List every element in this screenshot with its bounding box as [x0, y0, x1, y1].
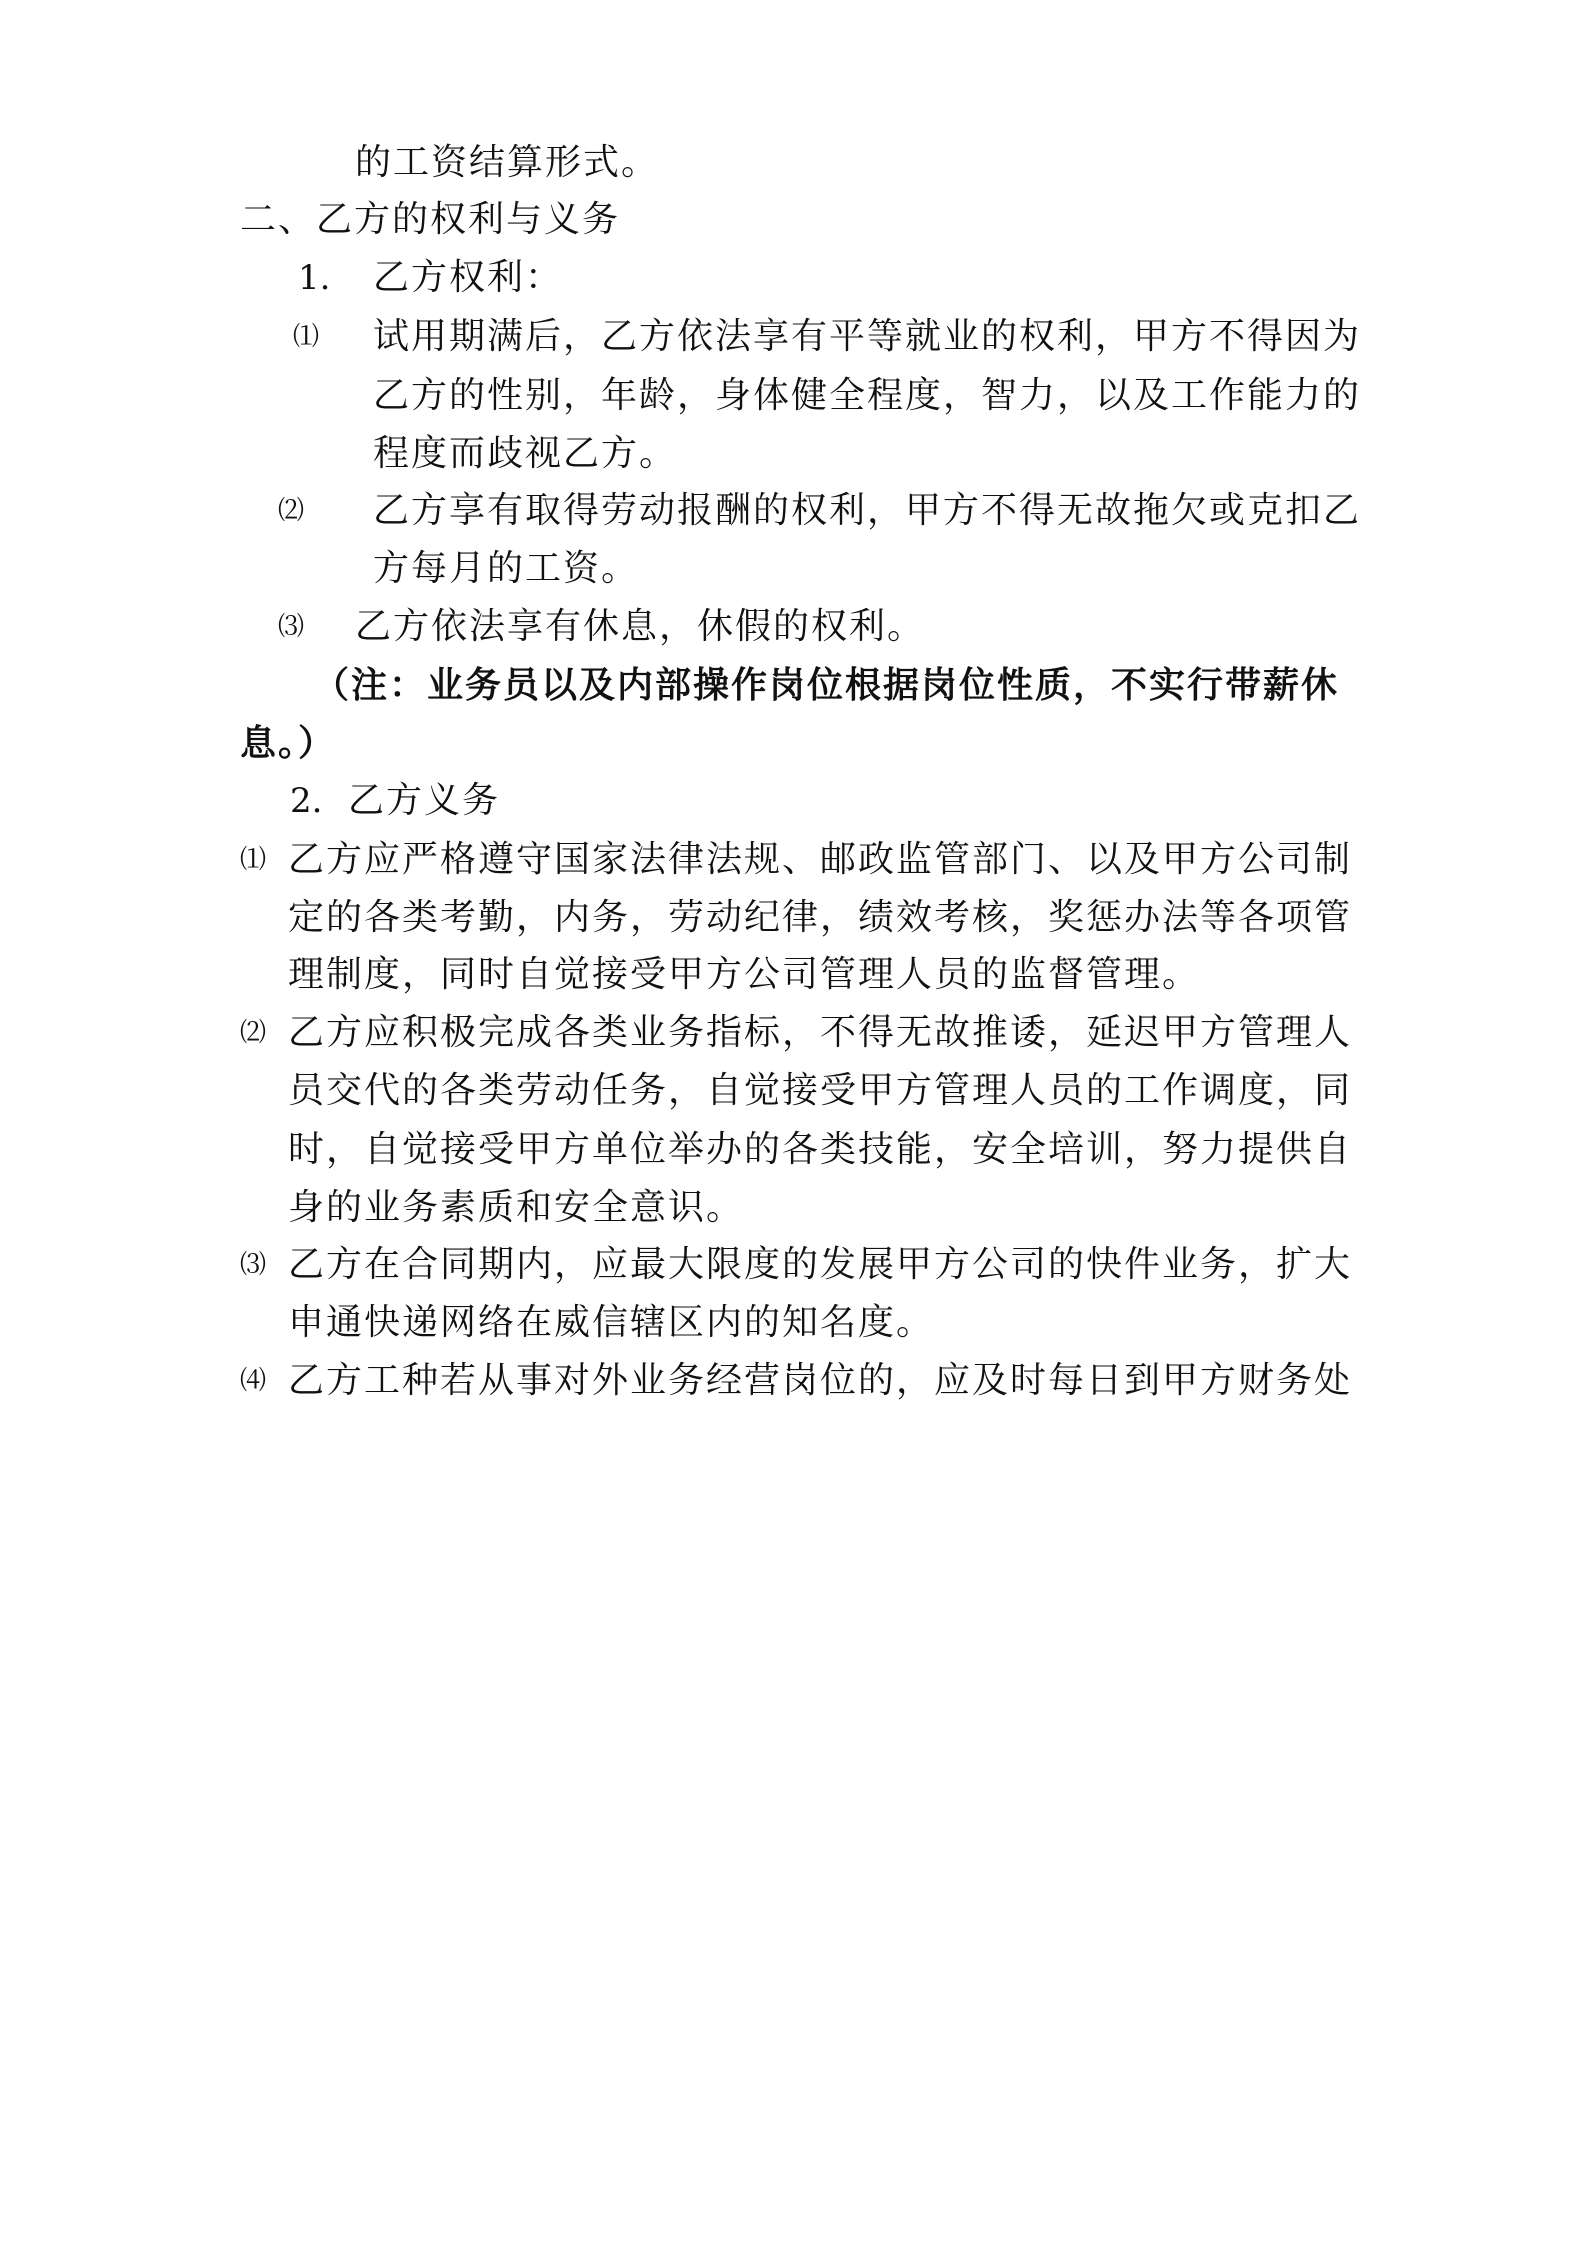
duties-number: 2. — [290, 781, 323, 821]
rights-note-line-2: 息。） — [240, 722, 337, 764]
rights-item-3-line-1: 乙方依法享有休息，休假的权利。 — [355, 606, 926, 647]
duties-item-3-marker: ⑶ — [240, 1250, 267, 1280]
duties-item-1-line-2: 定的各类考勤，内务，劳动纪律，绩效考核，奖惩办法等各项管 — [288, 897, 1353, 938]
rights-heading: 乙方权利： — [373, 257, 564, 298]
duties-item-1-marker: ⑴ — [240, 845, 267, 875]
rights-item-1-line-3: 程度而歧视乙方。 — [373, 433, 678, 474]
continuation-line: 的工资结算形式。 — [355, 142, 660, 183]
duties-item-2-line-2: 员交代的各类劳动任务，自觉接受甲方管理人员的工作调度，同 — [288, 1070, 1353, 1111]
duties-heading: 乙方义务 — [348, 780, 501, 821]
rights-item-1-line-2: 乙方的性别，年龄，身体健全程度，智力，以及工作能力的 — [373, 375, 1362, 416]
rights-item-2-marker: ⑵ — [278, 496, 305, 526]
duties-item-2-line-4: 身的业务素质和安全意识。 — [288, 1187, 745, 1228]
section-title: 二、乙方的权利与义务 — [240, 199, 621, 240]
duties-item-4-line-1: 乙方工种若从事对外业务经营岗位的，应及时每日到甲方财务处 — [288, 1360, 1353, 1401]
duties-item-1-line-1: 乙方应严格遵守国家法律法规、邮政监管部门、以及甲方公司制 — [288, 839, 1353, 880]
rights-item-2-line-1: 乙方享有取得劳动报酬的权利，甲方不得无故拖欠或克扣乙 — [373, 490, 1362, 531]
duties-item-2-marker: ⑵ — [240, 1018, 267, 1048]
rights-item-1-line-1: 试用期满后，乙方依法享有平等就业的权利，甲方不得因为 — [373, 316, 1362, 357]
rights-number: 1. — [298, 258, 331, 298]
duties-item-3-line-2: 申通快递网络在威信辖区内的知名度。 — [288, 1302, 935, 1343]
duties-item-3-line-1: 乙方在合同期内，应最大限度的发展甲方公司的快件业务，扩大 — [288, 1244, 1353, 1285]
duties-item-1-line-3: 理制度，同时自觉接受甲方公司管理人员的监督管理。 — [288, 954, 1201, 995]
rights-item-1-marker: ⑴ — [293, 322, 320, 352]
duties-item-2-line-3: 时，自觉接受甲方单位举办的各类技能，安全培训，努力提供自 — [288, 1129, 1353, 1170]
rights-item-2-line-2: 方每月的工资。 — [373, 548, 640, 589]
rights-note-line-1: （注：业务员以及内部操作岗位根据岗位性质，不实行带薪休 — [313, 664, 1340, 706]
rights-item-3-marker: ⑶ — [278, 612, 305, 642]
duties-item-4-marker: ⑷ — [240, 1366, 267, 1396]
duties-item-2-line-1: 乙方应积极完成各类业务指标，不得无故推诿，延迟甲方管理人 — [288, 1012, 1353, 1053]
